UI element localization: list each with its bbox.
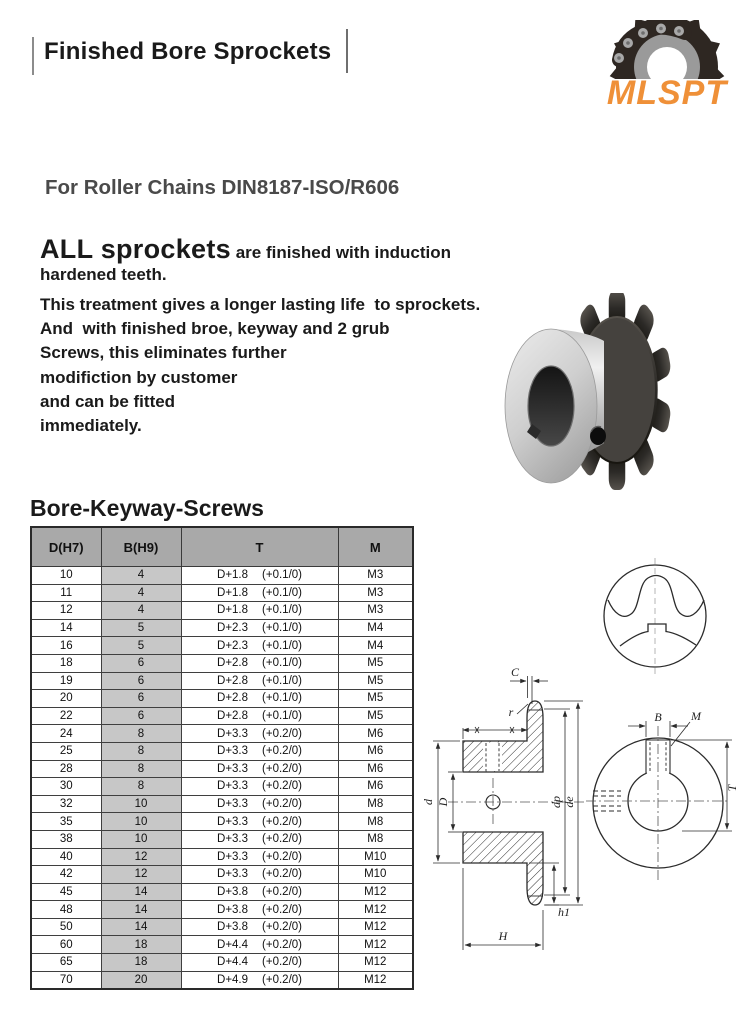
spec-cell (181, 760, 338, 778)
spec-cell: 14 (101, 883, 181, 901)
spec-cell (181, 672, 338, 690)
spec-cell (181, 637, 338, 655)
table-row (31, 883, 413, 901)
tolerance-base: D+2.8 (217, 674, 249, 687)
spec-cell (181, 901, 338, 919)
tolerance-range: (+0.2/0) (262, 798, 302, 811)
spec-cell: M12 (338, 918, 413, 936)
tolerance-range: (+0.2/0) (262, 885, 302, 898)
spec-cell: 19 (31, 672, 101, 690)
cross-section-drawing (421, 665, 585, 950)
tolerance-range: (+0.1/0) (262, 604, 302, 617)
spec-cell (181, 918, 338, 936)
spec-cell: 6 (101, 690, 181, 708)
spec-cell (181, 971, 338, 989)
spec-cell: 20 (101, 971, 181, 989)
spec-cell: 28 (31, 760, 101, 778)
spec-cell: 6 (101, 707, 181, 725)
spec-cell: M6 (338, 778, 413, 796)
spec-cell (181, 813, 338, 831)
tolerance-base: D+1.8 (217, 569, 249, 582)
tolerance-range: (+0.2/0) (262, 850, 302, 863)
spec-cell: 10 (101, 813, 181, 831)
tolerance-base: D+2.8 (217, 692, 249, 705)
tolerance-range: (+0.2/0) (262, 815, 302, 828)
table-row (31, 584, 413, 602)
table-row (31, 778, 413, 796)
table-row (31, 971, 413, 989)
spec-cell (181, 830, 338, 848)
spec-cell: M6 (338, 742, 413, 760)
header-cell-b: B(H9) (101, 527, 181, 567)
intro-first-line (40, 234, 520, 285)
tolerance-range: (+0.2/0) (262, 727, 302, 740)
dim-label-B: B (654, 710, 662, 724)
tolerance-base: D+2.8 (217, 657, 249, 670)
spec-cell: 65 (31, 954, 101, 972)
header-cell-m: M (338, 527, 413, 567)
tolerance-range: (+0.2/0) (262, 903, 302, 916)
table-row (31, 866, 413, 884)
spec-cell: M3 (338, 584, 413, 602)
spec-cell (181, 795, 338, 813)
technical-drawings (420, 540, 750, 985)
table-row (31, 619, 413, 637)
tolerance-base: D+2.8 (217, 710, 249, 723)
tolerance-base: D+4.4 (217, 956, 249, 969)
tolerance-base: D+2.3 (217, 639, 249, 652)
spec-cell: 8 (101, 742, 181, 760)
table-row (31, 936, 413, 954)
tolerance-range: (+0.2/0) (262, 973, 302, 986)
spec-cell: M12 (338, 936, 413, 954)
spec-cell: 16 (31, 637, 101, 655)
spec-cell: M4 (338, 637, 413, 655)
table-row (31, 918, 413, 936)
tolerance-range: (+0.2/0) (262, 921, 302, 934)
table-row (31, 813, 413, 831)
table-row (31, 954, 413, 972)
tolerance-range: (+0.1/0) (262, 657, 302, 670)
spec-cell (181, 602, 338, 620)
intro-line: This treatment gives a longer lasting life to sprockets. (40, 295, 481, 314)
tolerance-range: (+0.1/0) (262, 692, 302, 705)
intro-line: and can be fitted (40, 391, 176, 411)
spec-cell (181, 954, 338, 972)
spec-cell: 50 (31, 918, 101, 936)
spec-cell: 8 (101, 760, 181, 778)
spec-cell: 4 (101, 584, 181, 602)
spec-cell (181, 584, 338, 602)
table-row (31, 901, 413, 919)
spec-cell: M8 (338, 795, 413, 813)
spec-cell (181, 936, 338, 954)
spec-cell: M10 (338, 866, 413, 884)
dimension-drawings (420, 540, 750, 980)
tolerance-range: (+0.2/0) (262, 780, 302, 793)
spec-cell: M4 (338, 619, 413, 637)
spec-cell: M5 (338, 672, 413, 690)
spec-cell: 48 (31, 901, 101, 919)
spec-cell: M8 (338, 830, 413, 848)
spec-cell: M10 (338, 848, 413, 866)
spec-cell (181, 567, 338, 585)
table-title: Bore-Keyway-Screws (30, 495, 264, 521)
tolerance-range: (+0.1/0) (262, 586, 302, 599)
spec-cell: M12 (338, 883, 413, 901)
tolerance-base: D+3.3 (217, 727, 249, 740)
spec-cell: 10 (101, 795, 181, 813)
tolerance-base: D+3.3 (217, 798, 249, 811)
spec-cell: 6 (101, 672, 181, 690)
tolerance-range: (+0.2/0) (262, 938, 302, 951)
spec-cell: 4 (101, 602, 181, 620)
tolerance-range: (+0.1/0) (262, 710, 302, 723)
spec-cell: 22 (31, 707, 101, 725)
tolerance-range: (+0.2/0) (262, 745, 302, 758)
table-row (31, 672, 413, 690)
dim-label-r: r (508, 705, 514, 719)
spec-cell: M5 (338, 654, 413, 672)
spec-cell: 18 (101, 936, 181, 954)
dim-label-H: H (498, 929, 508, 943)
spec-cell (181, 690, 338, 708)
sprocket-photo-graphic (498, 293, 716, 500)
spec-cell: M6 (338, 760, 413, 778)
table-row (31, 707, 413, 725)
tolerance-base: D+3.8 (217, 903, 249, 916)
spec-cell: 45 (31, 883, 101, 901)
spec-cell (181, 778, 338, 796)
intro-line: modifiction by customer (40, 367, 238, 387)
tolerance-base: D+3.3 (217, 833, 249, 846)
table-row (31, 654, 413, 672)
tolerance-base: D+3.3 (217, 815, 249, 828)
spec-cell: 35 (31, 813, 101, 831)
dim-label-dp: dp (549, 796, 563, 808)
spec-cell: 60 (31, 936, 101, 954)
spec-cell (181, 883, 338, 901)
title-right-rule (346, 29, 348, 73)
intro-paragraph (40, 234, 520, 438)
intro-lead: ALL sprockets (40, 234, 231, 264)
tolerance-base: D+3.8 (217, 921, 249, 934)
spec-cell: 14 (31, 619, 101, 637)
spec-cell: 32 (31, 795, 101, 813)
spec-cell: 18 (31, 654, 101, 672)
spec-cell: 10 (31, 567, 101, 585)
dim-label-de: de (562, 796, 576, 808)
spec-cell: 40 (31, 848, 101, 866)
table-header-row (31, 527, 413, 567)
table-row (31, 725, 413, 743)
spec-cell: M12 (338, 971, 413, 989)
spec-cell: 70 (31, 971, 101, 989)
subtitle: For Roller Chains DIN8187-ISO/R606 (45, 176, 400, 199)
table-row (31, 567, 413, 585)
spec-cell: 38 (31, 830, 101, 848)
spec-cell: M8 (338, 813, 413, 831)
spec-cell: 14 (101, 901, 181, 919)
tolerance-base: D+3.3 (217, 850, 249, 863)
dim-label-c: C (510, 665, 520, 679)
spec-cell: 30 (31, 778, 101, 796)
spec-cell: 24 (31, 725, 101, 743)
spec-cell: M5 (338, 690, 413, 708)
product-photo (498, 293, 716, 505)
spec-cell: 5 (101, 637, 181, 655)
spec-cell: 42 (31, 866, 101, 884)
tolerance-base: D+3.3 (217, 762, 249, 775)
spec-cell (181, 725, 338, 743)
page-title: Finished Bore Sprockets (44, 38, 332, 65)
title-left-rule (32, 37, 34, 75)
spec-cell: 12 (101, 866, 181, 884)
spec-cell: 8 (101, 725, 181, 743)
spec-cell: 11 (31, 584, 101, 602)
tolerance-range: (+0.2/0) (262, 956, 302, 969)
intro-line: immediately. (40, 416, 142, 436)
table-row (31, 690, 413, 708)
tolerance-base: D+3.3 (217, 780, 249, 793)
header-cell-t: T (181, 527, 338, 567)
intro-line: And with finished broe, keyway and 2 grub (40, 319, 390, 339)
tooth-profile-drawing (604, 558, 706, 676)
table-row (31, 602, 413, 620)
spec-cell: 5 (101, 619, 181, 637)
spec-cell: 25 (31, 742, 101, 760)
table-row (31, 830, 413, 848)
spec-cell: M5 (338, 707, 413, 725)
tolerance-range: (+0.2/0) (262, 868, 302, 881)
spec-cell (181, 619, 338, 637)
tolerance-range: (+0.1/0) (262, 569, 302, 582)
tolerance-base: D+3.8 (217, 885, 249, 898)
spec-cell: M12 (338, 954, 413, 972)
spec-cell: 18 (101, 954, 181, 972)
tolerance-range: (+0.1/0) (262, 674, 302, 687)
spec-cell (181, 654, 338, 672)
tolerance-base: D+3.3 (217, 868, 249, 881)
spec-cell: 10 (101, 830, 181, 848)
spec-table (30, 526, 414, 990)
table-row (31, 637, 413, 655)
tolerance-base: D+4.9 (217, 973, 249, 986)
spec-cell: M12 (338, 901, 413, 919)
spec-cell: 4 (101, 567, 181, 585)
chain-sprocket-icon (603, 20, 735, 110)
spec-cell (181, 707, 338, 725)
intro-lead-rest: are finished with induction hardened teeth. (40, 243, 456, 284)
tolerance-base: D+3.3 (217, 745, 249, 758)
tolerance-range: (+0.1/0) (262, 639, 302, 652)
table-row (31, 742, 413, 760)
spec-cell: 12 (31, 602, 101, 620)
header-cell-d: D(H7) (31, 527, 101, 567)
tolerance-range: (+0.2/0) (262, 762, 302, 775)
tolerance-range: (+0.1/0) (262, 622, 302, 635)
spec-cell (181, 848, 338, 866)
dim-label-h1: h1 (558, 905, 570, 919)
brand-logo (603, 20, 735, 115)
table-row (31, 760, 413, 778)
spec-cell: M6 (338, 725, 413, 743)
tolerance-base: D+1.8 (217, 604, 249, 617)
table-row (31, 795, 413, 813)
spec-cell: 12 (101, 848, 181, 866)
spec-cell: 20 (31, 690, 101, 708)
dim-label-d: d (421, 799, 435, 805)
table-row (31, 848, 413, 866)
dim-label-T: T (725, 784, 739, 792)
tolerance-base: D+2.3 (217, 622, 249, 635)
spec-cell (181, 742, 338, 760)
spec-cell: M3 (338, 602, 413, 620)
spec-cell: 14 (101, 918, 181, 936)
end-view-drawing (586, 709, 739, 882)
intro-line: Screws, this eliminates further (40, 343, 287, 363)
dim-label-M: M (691, 709, 701, 723)
logo-text: MLSPT (606, 74, 728, 110)
tolerance-range: (+0.2/0) (262, 833, 302, 846)
spec-cell: 8 (101, 778, 181, 796)
spec-table-body (31, 567, 413, 990)
spec-cell: 6 (101, 654, 181, 672)
dim-label-D: D (436, 797, 450, 807)
tolerance-base: D+4.4 (217, 938, 249, 951)
tolerance-base: D+1.8 (217, 586, 249, 599)
spec-cell (181, 866, 338, 884)
spec-cell: M3 (338, 567, 413, 585)
